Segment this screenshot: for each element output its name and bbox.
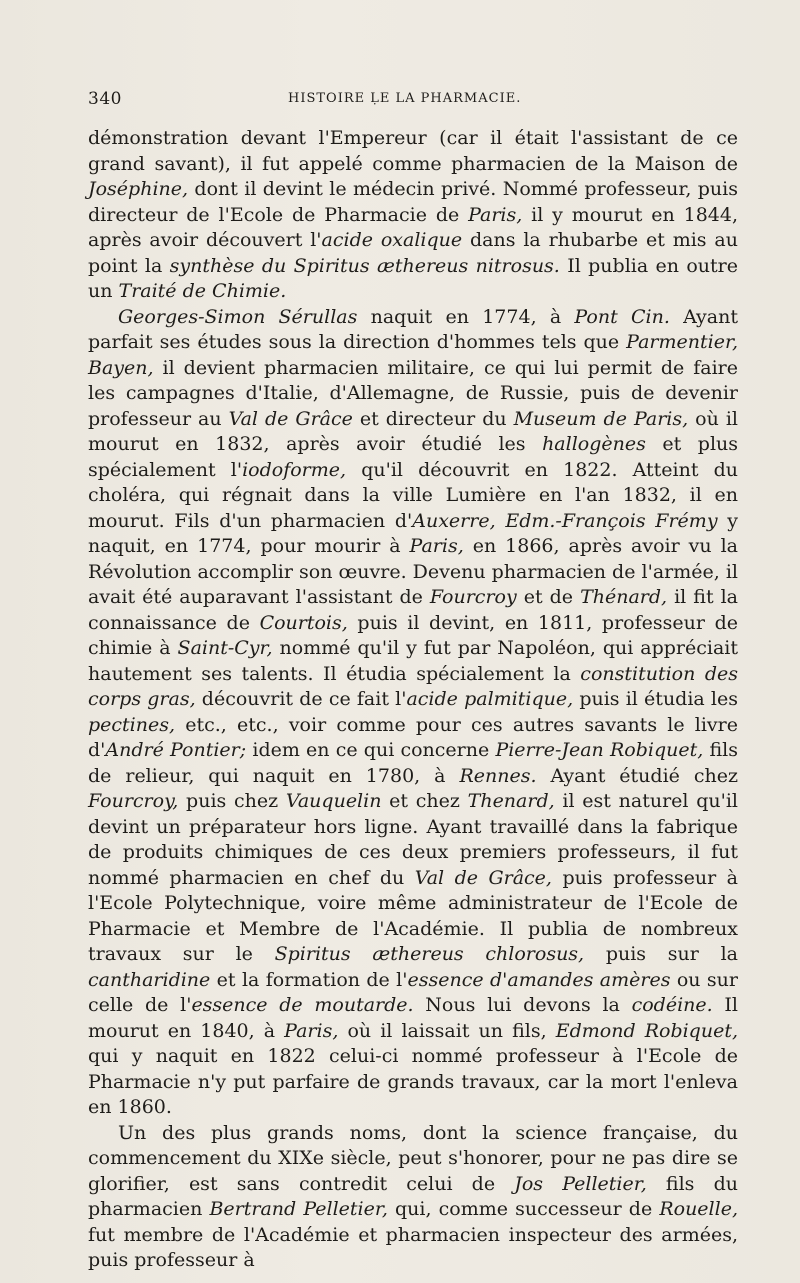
italic-run: Joséphine, bbox=[88, 178, 189, 200]
text-run: qui, comme successeur de bbox=[387, 1198, 660, 1220]
text-run: puis il devint, en 1811, professeur de chimie à bbox=[88, 611, 738, 659]
italic-run: Thenard, bbox=[467, 790, 555, 812]
text-run: qui y naquit en 1822 celui-ci nommé professeur à l'Ecole de Pharmacie n'y put parfaire de grands travaux, car la mort l'enleva en 1860. bbox=[88, 1045, 738, 1118]
text-run: démonstration devant l'Empereur (car il était l'assistant de ce grand savant), il fut appelé comme pharmacien de la Maison de bbox=[88, 127, 738, 175]
text-run: fils du pharmacien bbox=[88, 1172, 738, 1220]
italic-run: essence d'amandes amères bbox=[407, 968, 671, 991]
italic-run: acide oxalique bbox=[321, 229, 463, 251]
italic-run: Rouelle, bbox=[659, 1198, 738, 1220]
text-run: dans la rhubarbe et mis au point la bbox=[88, 229, 738, 277]
text-run: où il mourut en 1832, après avoir étudié les bbox=[88, 407, 738, 455]
italic-run: Val de Grâce bbox=[228, 407, 353, 430]
italic-run: constitution des corps gras, bbox=[88, 662, 738, 710]
text-run: naquit en 1774, à bbox=[357, 305, 575, 328]
italic-run: iodoforme, bbox=[242, 458, 347, 481]
body-text bbox=[88, 126, 738, 1274]
italic-run: Saint-Cyr, bbox=[177, 637, 273, 659]
text-run: ou sur celle de l' bbox=[88, 968, 738, 1016]
italic-run: Parmentier, Bayen, bbox=[88, 331, 738, 379]
running-title: HISTOIRE ḶE LA PHARMACIE. bbox=[288, 91, 522, 106]
italic-run: Pierre-Jean Robiquet, bbox=[495, 739, 704, 761]
text-run: et plus spécialement l' bbox=[88, 433, 739, 481]
text-run: il y mourut en 1844, après avoir découvert l' bbox=[88, 203, 739, 251]
paragraph bbox=[88, 126, 738, 305]
text-run: y naquit, en 1774, pour mourir à bbox=[88, 509, 739, 557]
italic-run: Vauquelin bbox=[285, 790, 382, 812]
text-run: il fit la connaissance de bbox=[88, 586, 738, 634]
italic-run: Paris, bbox=[409, 535, 464, 557]
italic-run: Rennes. bbox=[459, 764, 537, 787]
text-run: idem en ce qui concerne bbox=[246, 739, 496, 761]
italic-run: codéine. bbox=[631, 994, 713, 1016]
italic-run: Jos Pelletier, bbox=[514, 1172, 647, 1195]
text-run: fils de relieur, qui naquit en 1780, à bbox=[88, 739, 738, 787]
text-run: puis sur la bbox=[584, 943, 738, 965]
text-run: puis il étudia les bbox=[573, 688, 738, 710]
italic-run: Edmond Robiquet, bbox=[555, 1019, 739, 1042]
page-header bbox=[88, 89, 728, 109]
italic-run: Fourcroy bbox=[429, 586, 517, 608]
text-run: en 1866, après avoir vu la Révolution accomplir son œuvre. Devenu pharmacien de l'armée, il avait été auparavant l'assistant de bbox=[88, 535, 739, 608]
italic-run: synthèse du Spiritus æthereus nitrosus. bbox=[169, 254, 560, 277]
text-run: et directeur du bbox=[352, 407, 514, 430]
italic-run: essence de moutarde. bbox=[191, 994, 414, 1016]
text-run: Ayant parfait ses études sous la direction d'hommes tels que bbox=[88, 305, 738, 353]
paragraph bbox=[88, 305, 738, 1121]
italic-run: Val de Grâce, bbox=[414, 866, 552, 889]
italic-run: André Pontier; bbox=[105, 739, 247, 761]
italic-run: Traité de Chimie. bbox=[118, 280, 287, 302]
text-run: Nous lui devons la bbox=[413, 994, 632, 1016]
text-run: et chez bbox=[381, 790, 468, 812]
text-run: et la formation de l' bbox=[210, 968, 408, 991]
italic-run: Spiritus æthereus chlorosus, bbox=[274, 943, 585, 965]
page-number: 340 bbox=[88, 89, 122, 109]
italic-run: Bertrand Pelletier, bbox=[209, 1198, 388, 1220]
italic-run: cantharidine bbox=[88, 968, 211, 991]
italic-run: Paris, bbox=[468, 203, 523, 226]
italic-run: Fourcroy, bbox=[88, 790, 179, 812]
text-run: etc., etc., voir comme pour ces autres savants le livre d' bbox=[88, 713, 738, 761]
text-run: nommé qu'il y fut par Napoléon, qui appréciait hautement ses talents. Il étudia spécialement la bbox=[88, 637, 739, 685]
italic-run: Georges-Simon Sérullas bbox=[118, 305, 358, 328]
text-run: dont il devint le médecin privé. Nommé professeur, puis directeur de l'Ecole de Pharmacie de bbox=[88, 178, 738, 226]
text-run: et de bbox=[516, 586, 581, 608]
italic-run: hallogènes bbox=[542, 433, 646, 455]
text-run: où il laissait un fils, bbox=[338, 1019, 556, 1042]
italic-run: Courtois, bbox=[259, 611, 348, 634]
text-run: puis professeur à l'Ecole Polytechnique, voire même administrateur de l'Ecole de Pharmacie et Membre de l'Académie. Il publia de nombreux travaux sur le bbox=[88, 866, 738, 965]
text-run: Un des plus grands noms, dont la science française, du commencement du XIXe siècle, peut s'honorer, pour ne pas dire se glorifier, est sans contredit celui de bbox=[88, 1121, 738, 1195]
text-run: puis chez bbox=[178, 790, 286, 812]
text-run: il devient pharmacien militaire, ce qui lui permit de faire les campagnes d'Italie, d'Allemagne, de Russie, puis de devenir professeur au bbox=[88, 356, 738, 430]
italic-run: Pont Cin. bbox=[574, 305, 670, 328]
italic-run: acide palmitique, bbox=[406, 688, 574, 710]
text-run: découvrit de ce fait l' bbox=[195, 688, 407, 710]
italic-run: pectines, bbox=[88, 713, 176, 736]
paragraph bbox=[88, 1121, 738, 1274]
italic-run: Museum de Paris, bbox=[513, 407, 689, 430]
text-run: qu'il découvrit en 1822. Atteint du choléra, qui régnait dans la ville Lumière en l'an 1832, il en mourut. Fils d'un pharmacien d' bbox=[88, 458, 739, 532]
text-run: Ayant étudié chez bbox=[536, 764, 738, 787]
italic-run: Auxerre, Edm.-François Frémy bbox=[412, 509, 718, 532]
italic-run: Paris, bbox=[284, 1019, 339, 1042]
text-run: il est naturel qu'il devint un préparateur hors ligne. Ayant travaillé dans la fabrique de produits chimiques de ces deux premiers professeurs, il fut nommé pharmacien en chef du bbox=[88, 790, 738, 889]
text-run: Il publia en outre un bbox=[88, 254, 738, 302]
italic-run: Thénard, bbox=[580, 586, 668, 608]
text-run: fut membre de l'Académie et pharmacien inspecteur des armées, puis professeur à bbox=[88, 1223, 738, 1271]
text-run: Il mourut en 1840, à bbox=[88, 994, 738, 1042]
